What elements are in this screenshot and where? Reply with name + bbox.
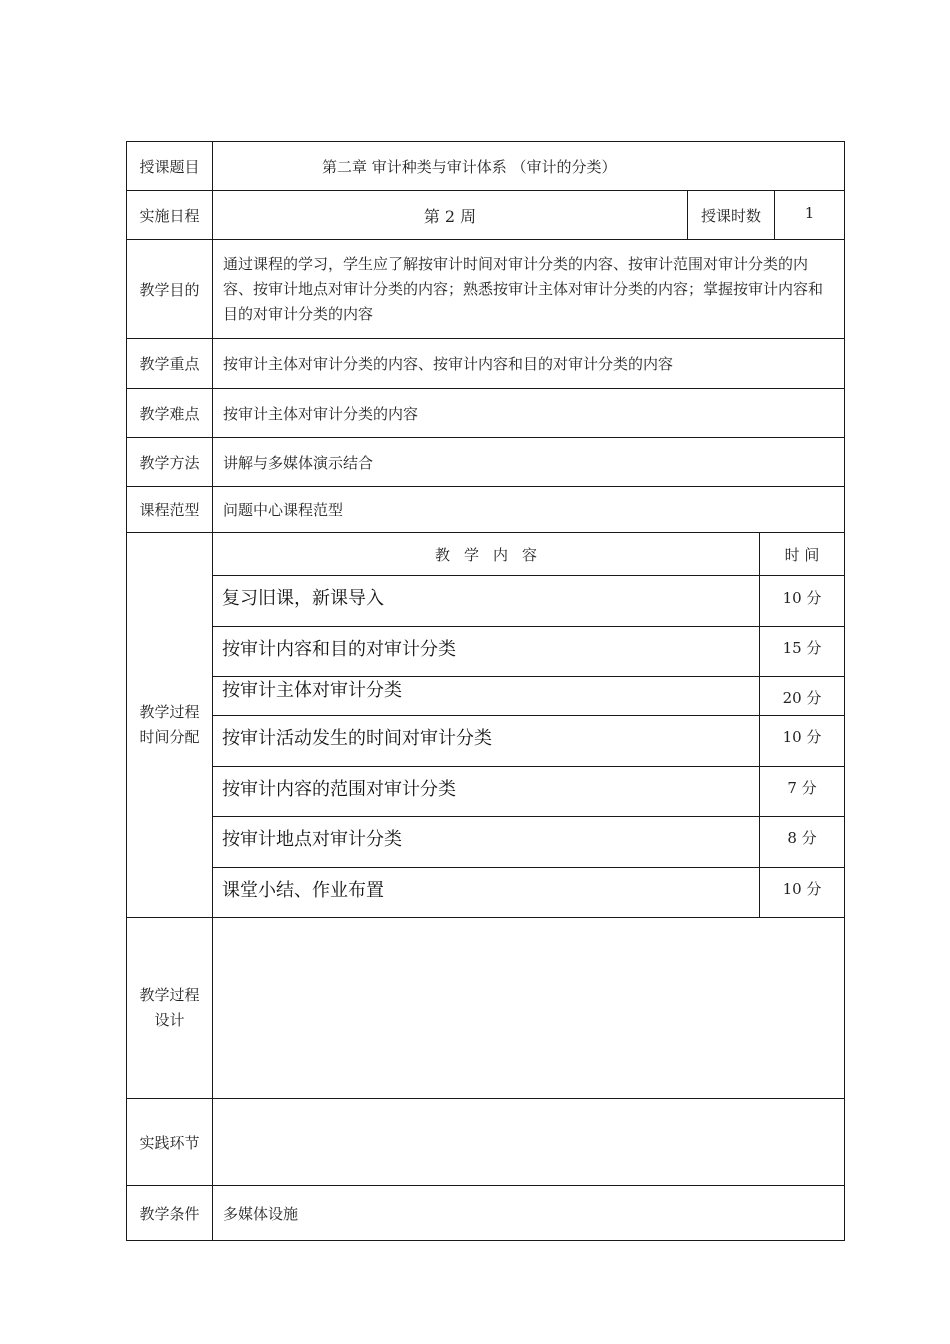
design-label-line1: 教学过程 xyxy=(139,986,200,1004)
lesson-plan-table xyxy=(126,141,845,1241)
practice-value xyxy=(213,1099,844,1185)
design-label xyxy=(127,918,212,1098)
paradigm-value: 问题中心课程范型 xyxy=(223,501,344,519)
allocation-item-time: 15 分 xyxy=(782,638,822,657)
allocation-item-content: 按审计活动发生的时间对审计分类 xyxy=(222,728,492,749)
difficulties-label: 教学难点 xyxy=(139,404,200,423)
method-value: 讲解与多媒体演示结合 xyxy=(223,453,374,472)
objective-value: 通过课程的学习，学生应了解按审计时间对审计分类的内容、按审计范围对审计分类的内容、按审计地点对审计分类的内容；熟悉按审计主体对审计分类的内容；掌握按审计内容和目的对审计分类的内容 xyxy=(223,254,824,323)
schedule-value: 第 2 周 xyxy=(423,207,477,226)
objective-label: 教学目的 xyxy=(139,280,200,299)
time-allocation-label-line1: 教学过程 xyxy=(139,703,200,721)
allocation-item-time: 7 分 xyxy=(787,778,817,797)
time-allocation-label xyxy=(127,533,212,917)
key-points-value: 按审计主体对审计分类的内容、按审计内容和目的对审计分类的内容 xyxy=(223,355,674,373)
allocation-item-time: 10 分 xyxy=(782,588,822,607)
allocation-item-content: 按审计内容和目的对审计分类 xyxy=(222,639,456,660)
content-header: 教学内容 xyxy=(434,545,551,564)
conditions-label: 教学条件 xyxy=(139,1204,200,1223)
hours-value: 1 xyxy=(804,204,815,222)
conditions-value: 多媒体设施 xyxy=(223,1204,299,1223)
topic-value: 第二章 审计种类与审计体系 （审计的分类） xyxy=(322,157,617,176)
method-label: 教学方法 xyxy=(139,453,200,472)
allocation-item-time: 10 分 xyxy=(782,879,822,898)
time-allocation-label-line2: 时间分配 xyxy=(139,728,200,746)
schedule-label: 实施日程 xyxy=(139,206,200,225)
design-value xyxy=(213,918,844,1098)
paradigm-label: 课程范型 xyxy=(139,501,200,519)
allocation-item-content: 复习旧课，新课导入 xyxy=(222,588,384,609)
allocation-item-content: 按审计内容的范围对审计分类 xyxy=(222,779,456,800)
hours-label: 授课时数 xyxy=(700,206,761,225)
allocation-item-time: 10 分 xyxy=(782,727,822,746)
difficulties-value: 按审计主体对审计分类的内容 xyxy=(223,404,419,423)
topic-label: 授课题目 xyxy=(139,157,200,176)
key-points-label: 教学重点 xyxy=(139,355,200,373)
allocation-item-content: 课堂小结、作业布置 xyxy=(222,880,384,901)
time-header: 时 间 xyxy=(784,545,820,564)
allocation-item-time: 8 分 xyxy=(787,828,817,847)
allocation-item-content: 按审计主体对审计分类 xyxy=(222,680,402,701)
design-label-line2: 设计 xyxy=(154,1011,185,1029)
allocation-item-content: 按审计地点对审计分类 xyxy=(222,829,402,850)
allocation-item-time: 20 分 xyxy=(782,688,822,707)
practice-label: 实践环节 xyxy=(139,1133,200,1152)
